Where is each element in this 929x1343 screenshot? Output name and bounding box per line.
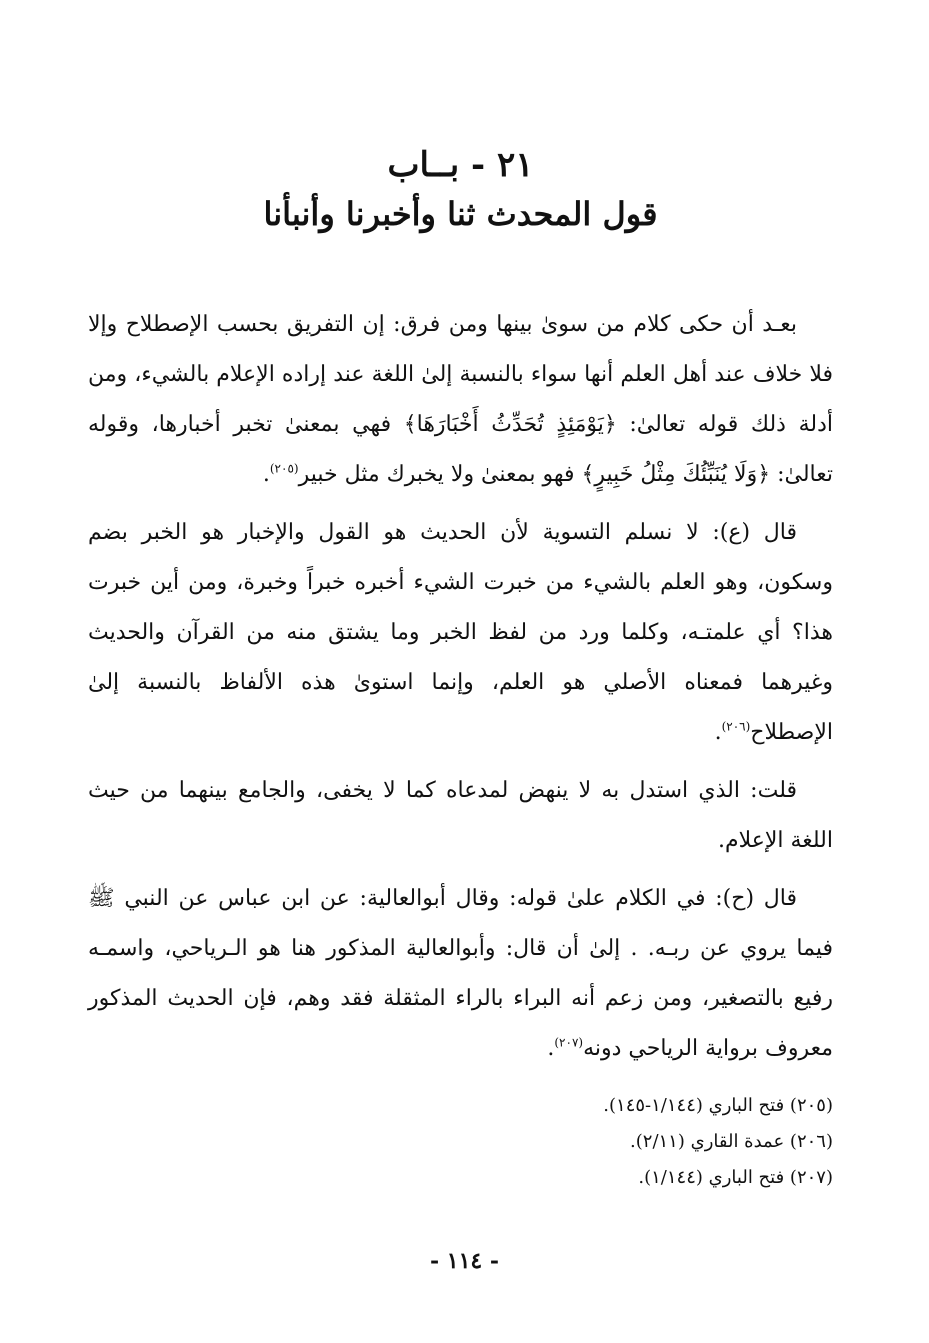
paragraph xyxy=(88,766,833,866)
footnote-ref: (٢٠٦) xyxy=(721,719,751,734)
paragraph xyxy=(88,874,833,1074)
page-content xyxy=(88,140,833,1196)
paragraph-text: بعـد أن حكى كلام من سوىٰ بينها ومن فرق: إن التفريق بحسب الإصطلاح وإلا فلا خلاف عند أهل العلم أنها سواء بالنسبة إلىٰ اللغة عند إراده الإعلام بالشيء، ومن أدلة ذلك قوله تعالىٰ: ﴿يَوْمَئِذٍ تُحَدِّثُ أَخْبَارَهَا﴾ فهي بمعنىٰ تخبر أخبارها، وقوله تعالىٰ: ﴿وَلَا يُنَبِّئُكَ مِثْلُ خَبِيرٍ﴾ فهو بمعنىٰ ولا يخبرك مثل خبير xyxy=(88,312,833,487)
paragraph-text: قال (ح): في الكلام علىٰ قوله: وقال أبوالعالية: عن ابن عباس عن النبي ﷺ فيما يروي عن ربـه. . إلىٰ أن قال: وأبوالعالية المذكور هنا هو الـرياحي، واسمـه رفيع بالتصغير، ومن زعم أنه البراء بالراء المثقلة فقد وهم، فإن الحديث المذكور معروف برواية الرياحي دونه xyxy=(88,886,833,1061)
paragraph xyxy=(88,300,833,500)
chapter-heading: ٢١ - بــاب xyxy=(387,145,534,185)
footnote: (٢٠٦) عمدة القاري (٢/١١). xyxy=(630,1131,833,1152)
footnote: (٢٠٥) فتح الباري (١/١٤٤-١٤٥). xyxy=(603,1095,833,1116)
paragraph-end: . xyxy=(262,462,270,487)
paragraph-end: . xyxy=(714,720,722,745)
footnote: (٢٠٧) فتح الباري (١/١٤٤). xyxy=(638,1167,833,1188)
paragraph-end: . xyxy=(717,828,725,853)
footnote-ref: (٢٠٧) xyxy=(554,1035,584,1050)
chapter-title: قول المحدث ثنا وأخبرنا وأنبأنا xyxy=(263,195,658,233)
paragraph-end: . xyxy=(547,1036,555,1061)
paragraph-text: قلت: الذي استدل به لا ينهض لمدعاه كما لا يخفى، والجامع بينهما من حيث اللغة الإعلام xyxy=(88,778,833,853)
paragraph xyxy=(88,508,833,758)
footnote-ref: (٢٠٥) xyxy=(269,461,299,476)
page-number: - ١١٤ - xyxy=(429,1248,500,1274)
footnotes xyxy=(88,1088,833,1196)
paragraph-text: قال (ع): لا نسلم التسوية لأن الحديث هو القول والإخبار هو الخبر بضم وسكون، وهو العلم بالشيء من خبرت الشيء أخبره خبراً وخبرة، ومن أين خبرت هذا؟ أي علمتـه، وكلما ورد من لفظ الخبر وما يشتق منه من القرآن والحديث وغيرهما فمعناه الأصلي هو العلم، وإنما استوىٰ هذه الألفاظ بالنسبة إلىٰ الإصطلاح xyxy=(88,520,833,745)
